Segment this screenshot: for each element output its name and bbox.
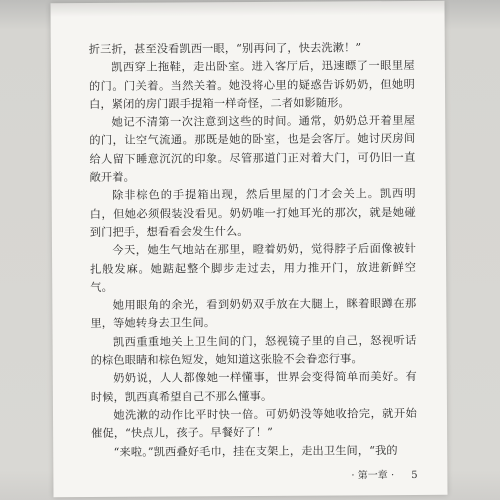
- page-top-shadow: [50, 1, 444, 17]
- page-number: 5: [411, 469, 418, 482]
- paragraph-6: 她用眼角的余光，看到奶奶双手放在大腿上，眯着眼蹲在那里，等她转身去卫生间。: [90, 297, 417, 331]
- paragraph-9: 她洗漱的动作比平时快一倍。可奶奶没等她收拾完，就开始催促，“快点儿，孩子。早餐好了！”: [91, 406, 418, 441]
- page-footer: [351, 466, 417, 481]
- paragraph-7: 凯西重重地关上卫生间的门，怒视镜子里的自己，怒视听话的棕色眼睛和棕色短发，她知道这张脸不会眷恋行事。: [90, 333, 417, 368]
- paragraph-4: 除非棕色的手提箱出现，然后里屋的门才会关上。凯西明白，但她必须假装没看见。奶奶唯一打她耳光的那次，就是她碰到门把手，想看看会发生什么。: [89, 187, 416, 239]
- paragraph-8: 奶奶说，人人都像她一样懂事，世界会变得简单而美好。有时候，凯西真希望自己不那么懂事。: [90, 370, 417, 404]
- body-text: [89, 39, 418, 462]
- paragraph-2: 凯西穿上拖鞋，走出卧室。进入客厅后，迅速瞟了一眼里屋的门。门关着。当然关着。她没将心里的疑惑告诉奶奶，但她明白，紧闭的房门跟手提箱一样奇怪，二者如影随形。: [88, 59, 416, 111]
- paragraph-10: “来啦。”凯西叠好毛巾，挂在支架上，走出卫生间，“我的: [113, 443, 398, 459]
- book-page: [50, 1, 447, 497]
- paragraph-1: 折三折，甚至没看凯西一眼，“别再问了，快去洗漱！”: [88, 41, 362, 56]
- paragraph-3: 她记不清第一次注意到这些的时间。通常，奶奶总开着里屋的门，让空气流通。那既是她的卧室，也是会客厅。她讨厌房间给人留下睡意沉沉的印象。尽管那道门正对着大门，可仍旧一直敞开着。: [89, 114, 416, 185]
- chapter-label: · 第一章 ·: [351, 470, 395, 482]
- paragraph-5: 今天，她生气地站在那里，瞪着奶奶，觉得脖子后面像被针扎般发麻。她踮起整个脚步走过去，用力推开门，放进新鲜空气。: [90, 242, 417, 294]
